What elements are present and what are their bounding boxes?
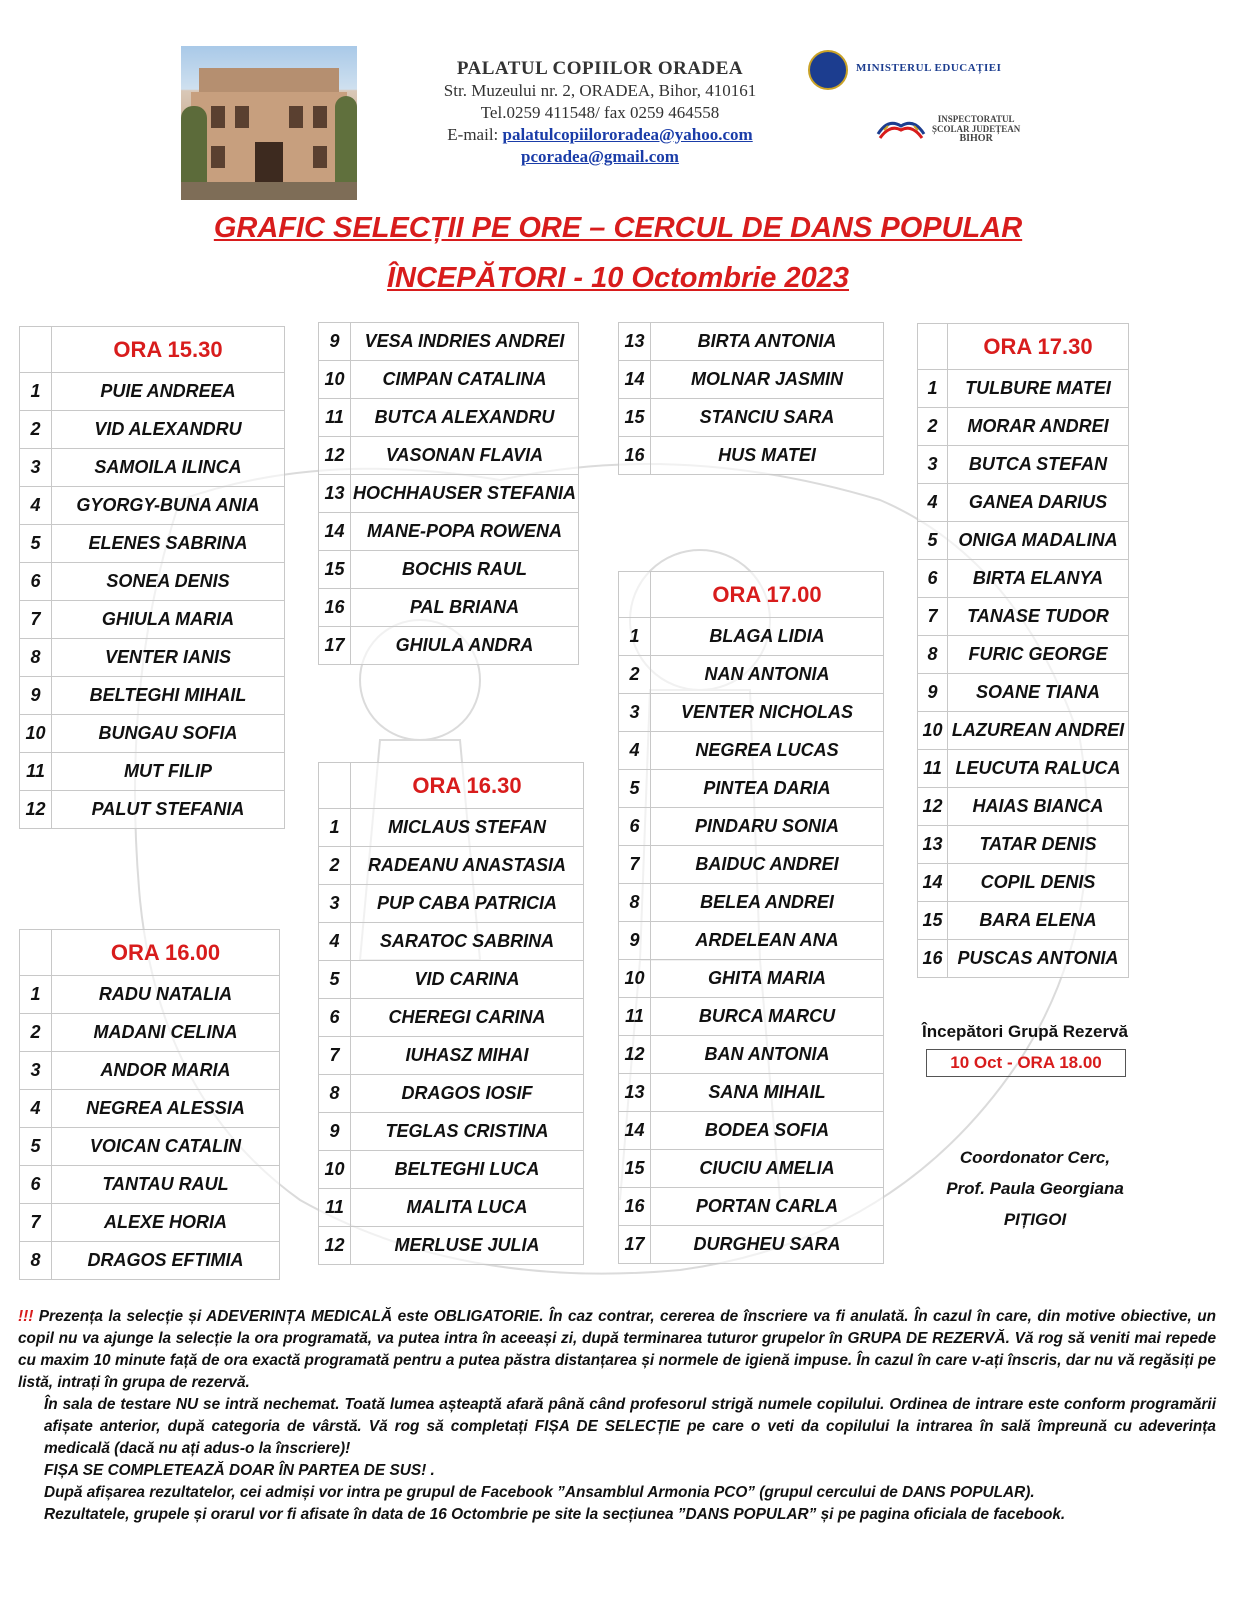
- child-name: VENTER IANIS: [52, 639, 285, 677]
- table-row: [918, 712, 1129, 750]
- child-name: VENTER NICHOLAS: [651, 694, 884, 732]
- notes-block: [18, 1306, 1216, 1526]
- row-number: 2: [918, 408, 948, 446]
- table-row: [619, 960, 884, 998]
- row-number: 5: [319, 961, 351, 999]
- table-row: [319, 589, 579, 627]
- child-name: IUHASZ MIHAI: [351, 1037, 584, 1075]
- table-row: [20, 373, 285, 411]
- row-number: 7: [20, 1204, 52, 1242]
- table-row: [20, 639, 285, 677]
- row-number: 10: [319, 361, 351, 399]
- row-number: 4: [918, 484, 948, 522]
- child-name: NEGREA LUCAS: [651, 732, 884, 770]
- table-row: [20, 715, 285, 753]
- table-row: [619, 1036, 884, 1074]
- table-row: [918, 750, 1129, 788]
- table-row: [20, 1052, 280, 1090]
- header-empty-cell: [918, 324, 948, 370]
- child-name: TATAR DENIS: [948, 826, 1129, 864]
- child-name: PUIE ANDREEA: [52, 373, 285, 411]
- table-row: [918, 484, 1129, 522]
- row-number: 5: [918, 522, 948, 560]
- table-row: [319, 1037, 584, 1075]
- table-row: [319, 1075, 584, 1113]
- note-paragraph-1: Prezența la selecție și ADEVERINȚA MEDICALĂ este OBLIGATORIE. În caz contrar, cererea de înscriere va fi anulată. În cazul în care, din motive obiective, un copil nu va ajunge la selecție la ora programată, va putea intra în aceeași zi, după terminarea tuturor grupelor în GRUPA DE REZERVĂ. Vă rog să veniti mai repede cu maxim 10 minute față de ora exactă programată pentru a putea păstra distanțarea și normele de igienă impuse. În cazul în care v-ați înscris, dar nu vă regăsiți pe listă, intrați în grupa de rezervă.: [18, 1308, 1216, 1391]
- row-number: 13: [619, 1074, 651, 1112]
- table-row: [619, 732, 884, 770]
- child-name: VESA INDRIES ANDREI: [351, 323, 579, 361]
- child-name: PINDARU SONIA: [651, 808, 884, 846]
- table-row: [20, 677, 285, 715]
- row-number: 14: [319, 513, 351, 551]
- child-name: NAN ANTONIA: [651, 656, 884, 694]
- table-row: [619, 694, 884, 732]
- child-name: FURIC GEORGE: [948, 636, 1129, 674]
- table-row: [619, 846, 884, 884]
- row-number: 2: [619, 656, 651, 694]
- table-row: [619, 361, 884, 399]
- table-row: [319, 961, 584, 999]
- child-name: DRAGOS IOSIF: [351, 1075, 584, 1113]
- child-name: CHEREGI CARINA: [351, 999, 584, 1037]
- table-row: [20, 1090, 280, 1128]
- child-name: HAIAS BIANCA: [948, 788, 1129, 826]
- child-name: PALUT STEFANIA: [52, 791, 285, 829]
- row-number: 9: [319, 1113, 351, 1151]
- table-row: [918, 826, 1129, 864]
- child-name: ONIGA MADALINA: [948, 522, 1129, 560]
- row-number: 16: [619, 437, 651, 475]
- table-header-row: [918, 324, 1129, 370]
- child-name: BAN ANTONIA: [651, 1036, 884, 1074]
- table-row: [319, 1151, 584, 1189]
- row-number: 14: [619, 361, 651, 399]
- row-number: 16: [319, 589, 351, 627]
- child-name: RADEANU ANASTASIA: [351, 847, 584, 885]
- child-name: ALEXE HORIA: [52, 1204, 280, 1242]
- group-time-header: ORA 17.00: [651, 572, 884, 618]
- child-name: BELEA ANDREI: [651, 884, 884, 922]
- child-name: SARATOC SABRINA: [351, 923, 584, 961]
- header-empty-cell: [619, 572, 651, 618]
- table-row: [319, 513, 579, 551]
- child-name: LEUCUTA RALUCA: [948, 750, 1129, 788]
- table-row: [319, 361, 579, 399]
- warning-mark: !!!: [18, 1308, 34, 1325]
- table-row: [20, 563, 285, 601]
- table-row: [918, 370, 1129, 408]
- child-name: MICLAUS STEFAN: [351, 809, 584, 847]
- phone: Tel.0259 411548/ fax 0259 464558: [480, 103, 720, 122]
- child-name: BLAGA LIDIA: [651, 618, 884, 656]
- row-number: 16: [918, 940, 948, 978]
- row-number: 2: [319, 847, 351, 885]
- table-row: [20, 1242, 280, 1280]
- table-header-row: [319, 763, 584, 809]
- address: Str. Muzeului nr. 2, ORADEA, Bihor, 410161: [443, 81, 757, 100]
- child-name: GYORGY-BUNA ANIA: [52, 487, 285, 525]
- child-name: BIRTA ELANYA: [948, 560, 1129, 598]
- child-name: SAMOILA ILINCA: [52, 449, 285, 487]
- child-name: GANEA DARIUS: [948, 484, 1129, 522]
- row-number: 7: [20, 601, 52, 639]
- row-number: 10: [619, 960, 651, 998]
- table-row: [619, 884, 884, 922]
- child-name: PAL BRIANA: [351, 589, 579, 627]
- row-number: 8: [20, 1242, 52, 1280]
- row-number: 1: [619, 618, 651, 656]
- email-link-2[interactable]: pcoradea@gmail.com: [521, 147, 679, 166]
- table-row: [918, 674, 1129, 712]
- row-number: 9: [319, 323, 351, 361]
- table-header-row: [20, 930, 280, 976]
- child-name: PORTAN CARLA: [651, 1188, 884, 1226]
- table-row: [918, 522, 1129, 560]
- table-row: [918, 940, 1129, 978]
- row-number: 3: [20, 449, 52, 487]
- table-row: [918, 408, 1129, 446]
- child-name: VOICAN CATALIN: [52, 1128, 280, 1166]
- row-number: 6: [20, 563, 52, 601]
- table-row: [619, 656, 884, 694]
- row-number: 15: [918, 902, 948, 940]
- row-number: 3: [918, 446, 948, 484]
- child-name: GHIULA MARIA: [52, 601, 285, 639]
- table-row: [20, 753, 285, 791]
- row-number: 11: [918, 750, 948, 788]
- row-number: 11: [319, 1189, 351, 1227]
- child-name: MORAR ANDREI: [948, 408, 1129, 446]
- table-row: [20, 1014, 280, 1052]
- row-number: 5: [20, 525, 52, 563]
- schedule-table-1630-continued: [618, 322, 884, 475]
- row-number: 11: [20, 753, 52, 791]
- table-row: [319, 885, 584, 923]
- schedule-table-1700: [618, 571, 884, 1264]
- reserve-group-label: Începători Grupă Rezervă: [922, 1022, 1128, 1041]
- child-name: ANDOR MARIA: [52, 1052, 280, 1090]
- row-number: 15: [619, 1150, 651, 1188]
- row-number: 6: [319, 999, 351, 1037]
- row-number: 1: [20, 373, 52, 411]
- child-name: LAZUREAN ANDREI: [948, 712, 1129, 750]
- table-row: [20, 1128, 280, 1166]
- row-number: 12: [918, 788, 948, 826]
- table-header-row: [20, 327, 285, 373]
- row-number: 16: [619, 1188, 651, 1226]
- schedule-table-1600: [19, 929, 280, 1280]
- row-number: 12: [619, 1036, 651, 1074]
- email-label: E-mail:: [447, 125, 503, 144]
- row-number: 15: [619, 399, 651, 437]
- child-name: MOLNAR JASMIN: [651, 361, 884, 399]
- isj-line-1: INSPECTORATUL: [937, 114, 1015, 124]
- child-name: BAIDUC ANDREI: [651, 846, 884, 884]
- child-name: ELENES SABRINA: [52, 525, 285, 563]
- child-name: ARDELEAN ANA: [651, 922, 884, 960]
- row-number: 11: [319, 399, 351, 437]
- table-row: [918, 446, 1129, 484]
- child-name: SOANE TIANA: [948, 674, 1129, 712]
- child-name: TANASE TUDOR: [948, 598, 1129, 636]
- group-time-header: ORA 15.30: [52, 327, 285, 373]
- child-name: DURGHEU SARA: [651, 1226, 884, 1264]
- child-name: GHITA MARIA: [651, 960, 884, 998]
- row-number: 8: [619, 884, 651, 922]
- schedule-table-1630: [318, 762, 584, 1265]
- table-row: [619, 323, 884, 361]
- child-name: RADU NATALIA: [52, 976, 280, 1014]
- row-number: 8: [319, 1075, 351, 1113]
- table-row: [319, 809, 584, 847]
- table-row: [319, 475, 579, 513]
- row-number: 6: [619, 808, 651, 846]
- child-name: CIMPAN CATALINA: [351, 361, 579, 399]
- child-name: PUP CABA PATRICIA: [351, 885, 584, 923]
- email-link-1[interactable]: palatulcopiilororadea@yahoo.com: [502, 125, 753, 144]
- table-row: [20, 791, 285, 829]
- row-number: 3: [20, 1052, 52, 1090]
- table-row: [918, 902, 1129, 940]
- table-row: [619, 922, 884, 960]
- row-number: 7: [319, 1037, 351, 1075]
- child-name: DRAGOS EFTIMIA: [52, 1242, 280, 1280]
- row-number: 10: [20, 715, 52, 753]
- child-name: GHIULA ANDRA: [351, 627, 579, 665]
- child-name: BELTEGHI LUCA: [351, 1151, 584, 1189]
- table-row: [918, 598, 1129, 636]
- child-name: HUS MATEI: [651, 437, 884, 475]
- child-name: MADANI CELINA: [52, 1014, 280, 1052]
- header-empty-cell: [20, 327, 52, 373]
- group-time-header: ORA 16.00: [52, 930, 280, 976]
- row-number: 10: [918, 712, 948, 750]
- isj-name: [932, 114, 1020, 144]
- table-row: [20, 1204, 280, 1242]
- row-number: 4: [20, 487, 52, 525]
- child-name: SANA MIHAIL: [651, 1074, 884, 1112]
- table-row: [20, 449, 285, 487]
- row-number: 13: [319, 475, 351, 513]
- child-name: PINTEA DARIA: [651, 770, 884, 808]
- child-name: TANTAU RAUL: [52, 1166, 280, 1204]
- table-row: [918, 560, 1129, 598]
- page-subtitle: ÎNCEPĂTORI - 10 Octombrie 2023: [386, 262, 849, 294]
- coordinator-signature: [905, 1142, 1165, 1235]
- group-time-header: ORA 17.30: [948, 324, 1129, 370]
- table-row: [619, 399, 884, 437]
- table-row: [619, 1074, 884, 1112]
- row-number: 12: [319, 1227, 351, 1265]
- row-number: 1: [319, 809, 351, 847]
- table-row: [20, 411, 285, 449]
- child-name: BIRTA ANTONIA: [651, 323, 884, 361]
- row-number: 2: [20, 411, 52, 449]
- isj-line-3: BIHOR: [959, 133, 993, 144]
- row-number: 8: [918, 636, 948, 674]
- table-row: [319, 551, 579, 589]
- child-name: MANE-POPA ROWENA: [351, 513, 579, 551]
- building-photo: [181, 46, 357, 200]
- child-name: NEGREA ALESSIA: [52, 1090, 280, 1128]
- table-row: [619, 1112, 884, 1150]
- table-row: [619, 808, 884, 846]
- table-row: [319, 437, 579, 475]
- table-row: [20, 525, 285, 563]
- row-number: 6: [918, 560, 948, 598]
- child-name: VID CARINA: [351, 961, 584, 999]
- table-row: [319, 323, 579, 361]
- coordinator-line-2: Prof. Paula Georgiana: [946, 1179, 1124, 1198]
- row-number: 6: [20, 1166, 52, 1204]
- child-name: COPIL DENIS: [948, 864, 1129, 902]
- row-number: 4: [20, 1090, 52, 1128]
- child-name: BUNGAU SOFIA: [52, 715, 285, 753]
- table-row: [619, 770, 884, 808]
- row-number: 5: [619, 770, 651, 808]
- row-number: 13: [918, 826, 948, 864]
- institution-block: [410, 58, 790, 168]
- row-number: 13: [619, 323, 651, 361]
- table-row: [319, 399, 579, 437]
- table-row: [619, 1188, 884, 1226]
- table-row: [619, 998, 884, 1036]
- table-row: [319, 923, 584, 961]
- table-row: [319, 999, 584, 1037]
- child-name: MALITA LUCA: [351, 1189, 584, 1227]
- table-row: [918, 864, 1129, 902]
- child-name: BUTCA ALEXANDRU: [351, 399, 579, 437]
- row-number: 14: [619, 1112, 651, 1150]
- row-number: 17: [319, 627, 351, 665]
- child-name: PUSCAS ANTONIA: [948, 940, 1129, 978]
- row-number: 12: [20, 791, 52, 829]
- table-row: [319, 1189, 584, 1227]
- table-row: [319, 1227, 584, 1265]
- header-empty-cell: [20, 930, 52, 976]
- row-number: 1: [918, 370, 948, 408]
- note-paragraph-2: În sala de testare NU se intră nechemat. Toată lumea așteaptă afară până când profesorul strigă numele copilului. Ordinea de intrare este conform programării afișate anterior, după categoria de vârstă. Vă rog să completați FIȘA DE SELECȚIE pe care o veti da copilului la intrarea în sală împreună cu adeverința medicală (dacă nu ați adus-o la înscriere)!: [44, 1396, 1216, 1457]
- table-row: [319, 627, 579, 665]
- child-name: TULBURE MATEI: [948, 370, 1129, 408]
- child-name: CIUCIU AMELIA: [651, 1150, 884, 1188]
- row-number: 9: [20, 677, 52, 715]
- row-number: 4: [319, 923, 351, 961]
- row-number: 9: [918, 674, 948, 712]
- child-name: BODEA SOFIA: [651, 1112, 884, 1150]
- schedule-table-1530-continued: [318, 322, 579, 665]
- child-name: TEGLAS CRISTINA: [351, 1113, 584, 1151]
- table-row: [619, 618, 884, 656]
- row-number: 14: [918, 864, 948, 902]
- row-number: 9: [619, 922, 651, 960]
- table-row: [619, 1150, 884, 1188]
- child-name: BOCHIS RAUL: [351, 551, 579, 589]
- table-row: [619, 1226, 884, 1264]
- header-empty-cell: [319, 763, 351, 809]
- table-row: [619, 437, 884, 475]
- isj-line-2: ȘCOLAR JUDEȚEAN: [932, 124, 1021, 134]
- child-name: VID ALEXANDRU: [52, 411, 285, 449]
- ministry-name: MINISTERUL EDUCAȚIEI: [856, 62, 1002, 74]
- child-name: BURCA MARCU: [651, 998, 884, 1036]
- child-name: STANCIU SARA: [651, 399, 884, 437]
- table-row: [20, 487, 285, 525]
- child-name: HOCHHAUSER STEFANIA: [351, 475, 579, 513]
- reserve-group-time: 10 Oct - ORA 18.00: [926, 1049, 1126, 1077]
- child-name: MUT FILIP: [52, 753, 285, 791]
- page-title: GRAFIC SELECȚII PE ORE – CERCUL DE DANS POPULAR: [213, 212, 1023, 244]
- child-name: VASONAN FLAVIA: [351, 437, 579, 475]
- coordinator-line-3: PIȚIGOI: [1003, 1210, 1067, 1229]
- institution-name: PALATUL COPIILOR ORADEA: [456, 58, 744, 79]
- ministry-logo-icon: [808, 50, 848, 90]
- row-number: 4: [619, 732, 651, 770]
- child-name: SONEA DENIS: [52, 563, 285, 601]
- table-row: [319, 847, 584, 885]
- row-number: 7: [918, 598, 948, 636]
- child-name: BELTEGHI MIHAIL: [52, 677, 285, 715]
- row-number: 3: [319, 885, 351, 923]
- row-number: 12: [319, 437, 351, 475]
- row-number: 5: [20, 1128, 52, 1166]
- note-paragraph-4: După afișarea rezultatelor, cei admiși vor intra pe grupul de Facebook ”Ansamblul Armonia PCO” (grupul cercului de DANS POPULAR).: [44, 1484, 1035, 1501]
- table-row: [319, 1113, 584, 1151]
- table-row: [20, 601, 285, 639]
- child-name: MERLUSE JULIA: [351, 1227, 584, 1265]
- group-time-header: ORA 16.30: [351, 763, 584, 809]
- child-name: BUTCA STEFAN: [948, 446, 1129, 484]
- row-number: 8: [20, 639, 52, 677]
- table-header-row: [619, 572, 884, 618]
- isj-logo-icon: [874, 112, 928, 142]
- row-number: 17: [619, 1226, 651, 1264]
- table-row: [918, 636, 1129, 674]
- schedule-table-1530: [19, 326, 285, 829]
- row-number: 3: [619, 694, 651, 732]
- row-number: 10: [319, 1151, 351, 1189]
- row-number: 1: [20, 976, 52, 1014]
- note-paragraph-3: FIȘA SE COMPLETEAZĂ DOAR ÎN PARTEA DE SUS! .: [44, 1462, 435, 1479]
- row-number: 15: [319, 551, 351, 589]
- note-paragraph-5: Rezultatele, grupele și orarul vor fi afisate în data de 16 Octombrie pe site la secțiunea ”DANS POPULAR” și pe pagina oficiala de facebook.: [44, 1506, 1066, 1523]
- row-number: 7: [619, 846, 651, 884]
- row-number: 11: [619, 998, 651, 1036]
- coordinator-line-1: Coordonator Cerc,: [959, 1148, 1111, 1167]
- schedule-table-1730: [917, 323, 1129, 978]
- table-row: [20, 976, 280, 1014]
- table-row: [20, 1166, 280, 1204]
- child-name: BARA ELENA: [948, 902, 1129, 940]
- table-row: [918, 788, 1129, 826]
- row-number: 2: [20, 1014, 52, 1052]
